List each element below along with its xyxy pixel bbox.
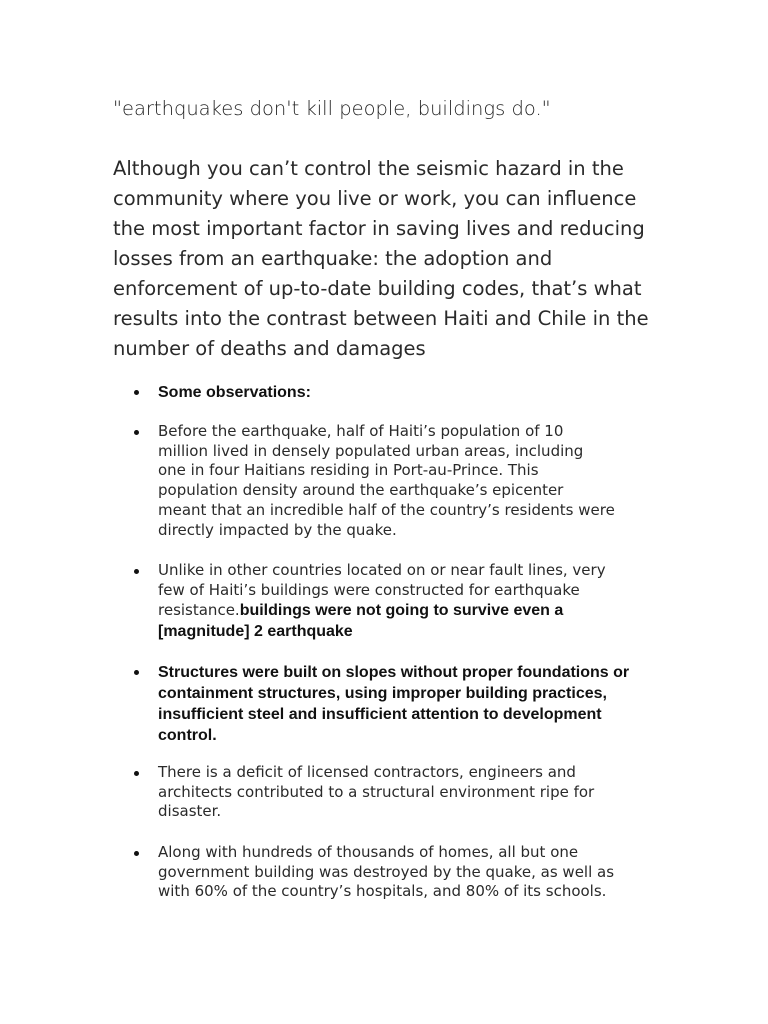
item-line: Structures were built on slopes without proper foundations or	[158, 664, 630, 681]
list-item-heading	[113, 382, 673, 403]
bullet-icon	[134, 390, 139, 395]
intro-line: Although you can’t control the seismic hazard in the	[113, 157, 624, 180]
item-line: There is a deficit of licensed contractors, engineers and	[158, 763, 576, 781]
intro-line: community where you live or work, you can influence	[113, 187, 637, 210]
item-line: government building was destroyed by the quake, as well as	[158, 862, 615, 881]
list-item	[113, 422, 673, 540]
item-line: Unlike in other countries located on or near fault lines, very	[158, 561, 606, 579]
list-item	[113, 561, 673, 642]
bullet-icon	[134, 771, 139, 776]
item-line-bold: [magnitude] 2 earthquake	[158, 623, 353, 641]
item-line: population density around the earthquake’s epicenter	[158, 481, 564, 500]
item-line: with 60% of the country’s hospitals, and 80% of its schools.	[158, 882, 607, 901]
item-line: one in four Haitians residing in Port-au-Prince. This	[158, 461, 539, 480]
item-line: meant that an incredible half of the country’s residents were	[158, 500, 615, 519]
intro-line: losses from an earthquake: the adoption and	[113, 247, 553, 270]
list-item	[113, 843, 673, 902]
intro-line: enforcement of up-to-date building codes, that’s what	[113, 277, 642, 300]
item-text-bold: buildings were not going to survive even a	[239, 602, 564, 620]
quote-text: "earthquakes don't kill people, buildings do."	[113, 97, 551, 120]
item-line-mixed	[158, 600, 673, 621]
item-line: Along with hundreds of thousands of homes, all but one	[158, 843, 579, 861]
bullet-icon	[134, 851, 139, 856]
item-text-regular: resistance.	[158, 601, 240, 620]
list-item	[113, 763, 673, 822]
item-line: insufficient steel and insufficient attention to development	[158, 706, 602, 723]
item-line: million lived in densely populated urban areas, including	[158, 441, 584, 460]
list-item	[113, 662, 673, 746]
intro-line: results into the contrast between Haiti and Chile in the	[113, 307, 649, 330]
bullet-icon	[134, 430, 139, 435]
intro-paragraph	[113, 154, 649, 364]
observations-heading: Some observations:	[158, 384, 311, 401]
item-line: containment structures, using improper building practices,	[158, 685, 607, 702]
item-line: few of Haiti’s buildings were constructed for earthquake	[158, 580, 580, 599]
item-line: Before the earthquake, half of Haiti’s population of 10	[158, 422, 564, 440]
item-line: disaster.	[158, 802, 222, 821]
intro-line: number of deaths and damages	[113, 337, 426, 360]
bullet-icon	[134, 670, 139, 675]
bullet-icon	[134, 569, 139, 574]
intro-line: the most important factor in saving lives and reducing	[113, 217, 645, 240]
item-line: architects contributed to a structural environment ripe for	[158, 782, 595, 801]
item-line: control.	[158, 727, 217, 744]
item-line: directly impacted by the quake.	[158, 520, 397, 539]
